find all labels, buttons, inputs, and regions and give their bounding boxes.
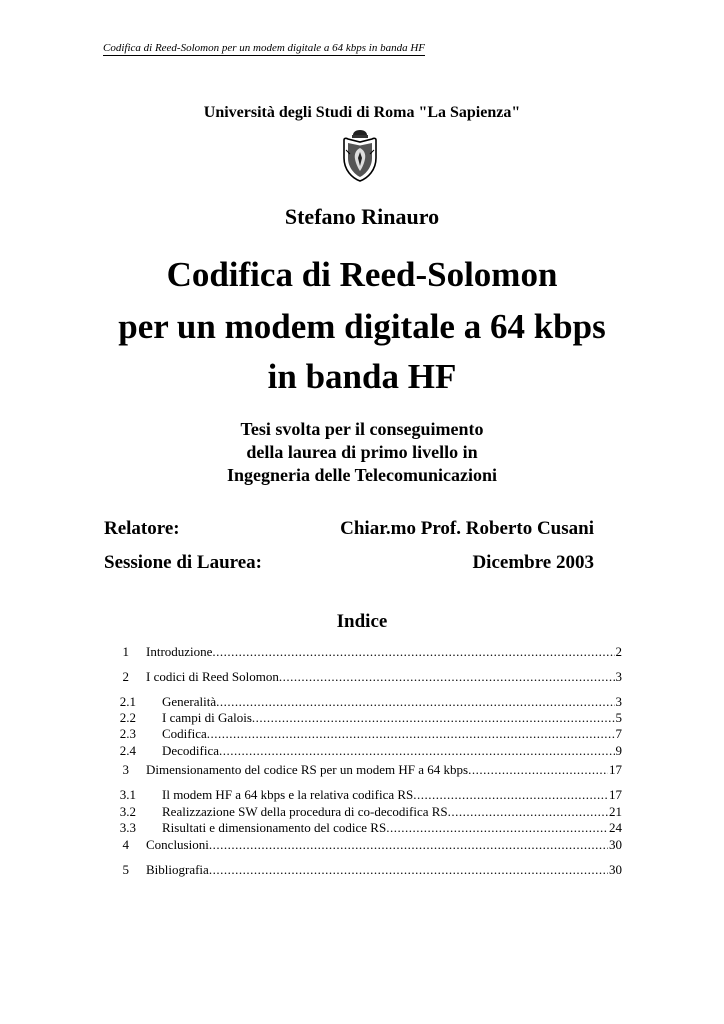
toc-dot-leader xyxy=(216,694,614,710)
toc-entry-line xyxy=(162,710,622,726)
toc-entry-title: Realizzazione SW della procedura di co-decodifica RS xyxy=(162,804,448,819)
toc-entry-line xyxy=(162,694,622,710)
toc-entry-number: 2.4 xyxy=(119,743,136,758)
toc-entry-number: 3.2 xyxy=(119,804,136,819)
toc-entry-number: 3.1 xyxy=(119,787,136,802)
university-name: Università degli Studi di Roma "La Sapienza" xyxy=(203,104,521,121)
toc-entry-number: 1 xyxy=(122,644,129,659)
toc-entry[interactable] xyxy=(0,762,724,778)
toc-entry-title: I codici di Reed Solomon xyxy=(146,669,279,684)
toc-entry-line xyxy=(146,644,622,660)
toc-dot-leader xyxy=(468,762,608,778)
toc-heading: Indice xyxy=(336,611,388,632)
toc-entry[interactable] xyxy=(0,787,724,803)
toc-entry-title: Codifica xyxy=(162,726,207,741)
thesis-title-line-3: in banda HF xyxy=(267,357,457,396)
toc-entry-page: 17 xyxy=(609,762,622,777)
toc-entry-title: Il modem HF a 64 kbps e la relativa codifica RS xyxy=(162,787,414,802)
toc-entry[interactable] xyxy=(0,710,724,726)
toc-entry[interactable] xyxy=(0,804,724,820)
toc-dot-leader xyxy=(279,669,615,685)
toc-entry-number: 2 xyxy=(122,669,129,684)
toc-entry[interactable] xyxy=(0,743,724,759)
toc-dot-leader xyxy=(209,837,608,853)
toc-dot-leader xyxy=(413,787,608,803)
toc-dot-leader xyxy=(207,726,615,742)
toc-entry-number: 4 xyxy=(122,837,129,852)
toc-entry-page: 2 xyxy=(615,644,622,659)
toc-entry-number: 2.1 xyxy=(119,694,136,709)
toc-entry-number: 2.3 xyxy=(119,726,136,741)
toc-dot-leader xyxy=(212,644,614,660)
toc-entry-line xyxy=(162,743,622,759)
toc-dot-leader xyxy=(386,820,608,836)
toc-entry-title: I campi di Galois xyxy=(162,710,252,725)
toc-dot-leader xyxy=(209,862,608,878)
toc-entry[interactable] xyxy=(0,644,724,660)
toc-entry-line xyxy=(162,820,622,836)
thesis-subtitle-line-1: Tesi svolta per il conseguimento xyxy=(240,419,484,439)
running-header: Codifica di Reed-Solomon per un modem digitale a 64 kbps in banda HF xyxy=(103,42,426,54)
toc-entry[interactable] xyxy=(0,669,724,685)
toc-entry[interactable] xyxy=(0,726,724,742)
toc-entry[interactable] xyxy=(0,862,724,878)
toc-dot-leader xyxy=(252,710,615,726)
sessione-value: Dicembre 2003 xyxy=(472,552,594,573)
toc-entry-page: 30 xyxy=(609,837,622,852)
toc-entry-line xyxy=(146,669,622,685)
toc-entry-title: Conclusioni xyxy=(146,837,209,852)
toc-dot-leader xyxy=(448,804,608,820)
toc-entry-page: 9 xyxy=(615,743,622,758)
toc-entry-number: 3.3 xyxy=(119,820,136,835)
thesis-subtitle-line-3: Ingegneria delle Telecomunicazioni xyxy=(227,465,497,485)
thesis-title-line-1: Codifica di Reed-Solomon xyxy=(166,255,558,294)
toc-entry-title: Generalità xyxy=(162,694,217,709)
sessione-label: Sessione di Laurea: xyxy=(104,552,263,573)
thesis-title-line-2: per un modem digitale a 64 kbps xyxy=(118,307,606,346)
toc-entry-page: 24 xyxy=(609,820,622,835)
author-name: Stefano Rinauro xyxy=(284,204,440,229)
toc-entry-page: 5 xyxy=(615,710,622,725)
toc-entry-page: 17 xyxy=(609,787,622,802)
toc-entry[interactable] xyxy=(0,820,724,836)
toc-entry-page: 7 xyxy=(615,726,622,741)
thesis-subtitle-line-2: della laurea di primo livello in xyxy=(246,442,478,462)
toc-entry-number: 5 xyxy=(122,862,129,877)
toc-entry-title: Decodifica xyxy=(162,743,220,758)
toc-entry-line xyxy=(162,787,622,803)
toc-entry-number: 2.2 xyxy=(119,710,136,725)
toc-entry-page: 30 xyxy=(609,862,622,877)
toc-entry-title: Bibliografia xyxy=(146,862,209,877)
relatore-label: Relatore: xyxy=(104,518,180,539)
toc-entry-page: 3 xyxy=(615,669,622,684)
toc-entry-title: Introduzione xyxy=(146,644,213,659)
toc-entry-title: Dimensionamento del codice RS per un modem HF a 64 kbps xyxy=(146,762,469,777)
toc-entry[interactable] xyxy=(0,837,724,853)
toc-entry-line xyxy=(162,726,622,742)
toc-entry-line xyxy=(146,862,622,878)
university-seal-icon xyxy=(340,128,380,182)
toc-entry[interactable] xyxy=(0,694,724,710)
toc-entry-title: Risultati e dimensionamento del codice RS xyxy=(162,820,387,835)
toc-entry-number: 3 xyxy=(122,762,129,777)
toc-entry-page: 3 xyxy=(615,694,622,709)
toc-entry-line xyxy=(146,762,622,778)
relatore-value: Chiar.mo Prof. Roberto Cusani xyxy=(340,518,594,539)
toc-entry-line xyxy=(146,837,622,853)
toc-entry-line xyxy=(162,804,622,820)
toc-entry-page: 21 xyxy=(609,804,622,819)
toc-dot-leader xyxy=(219,743,614,759)
